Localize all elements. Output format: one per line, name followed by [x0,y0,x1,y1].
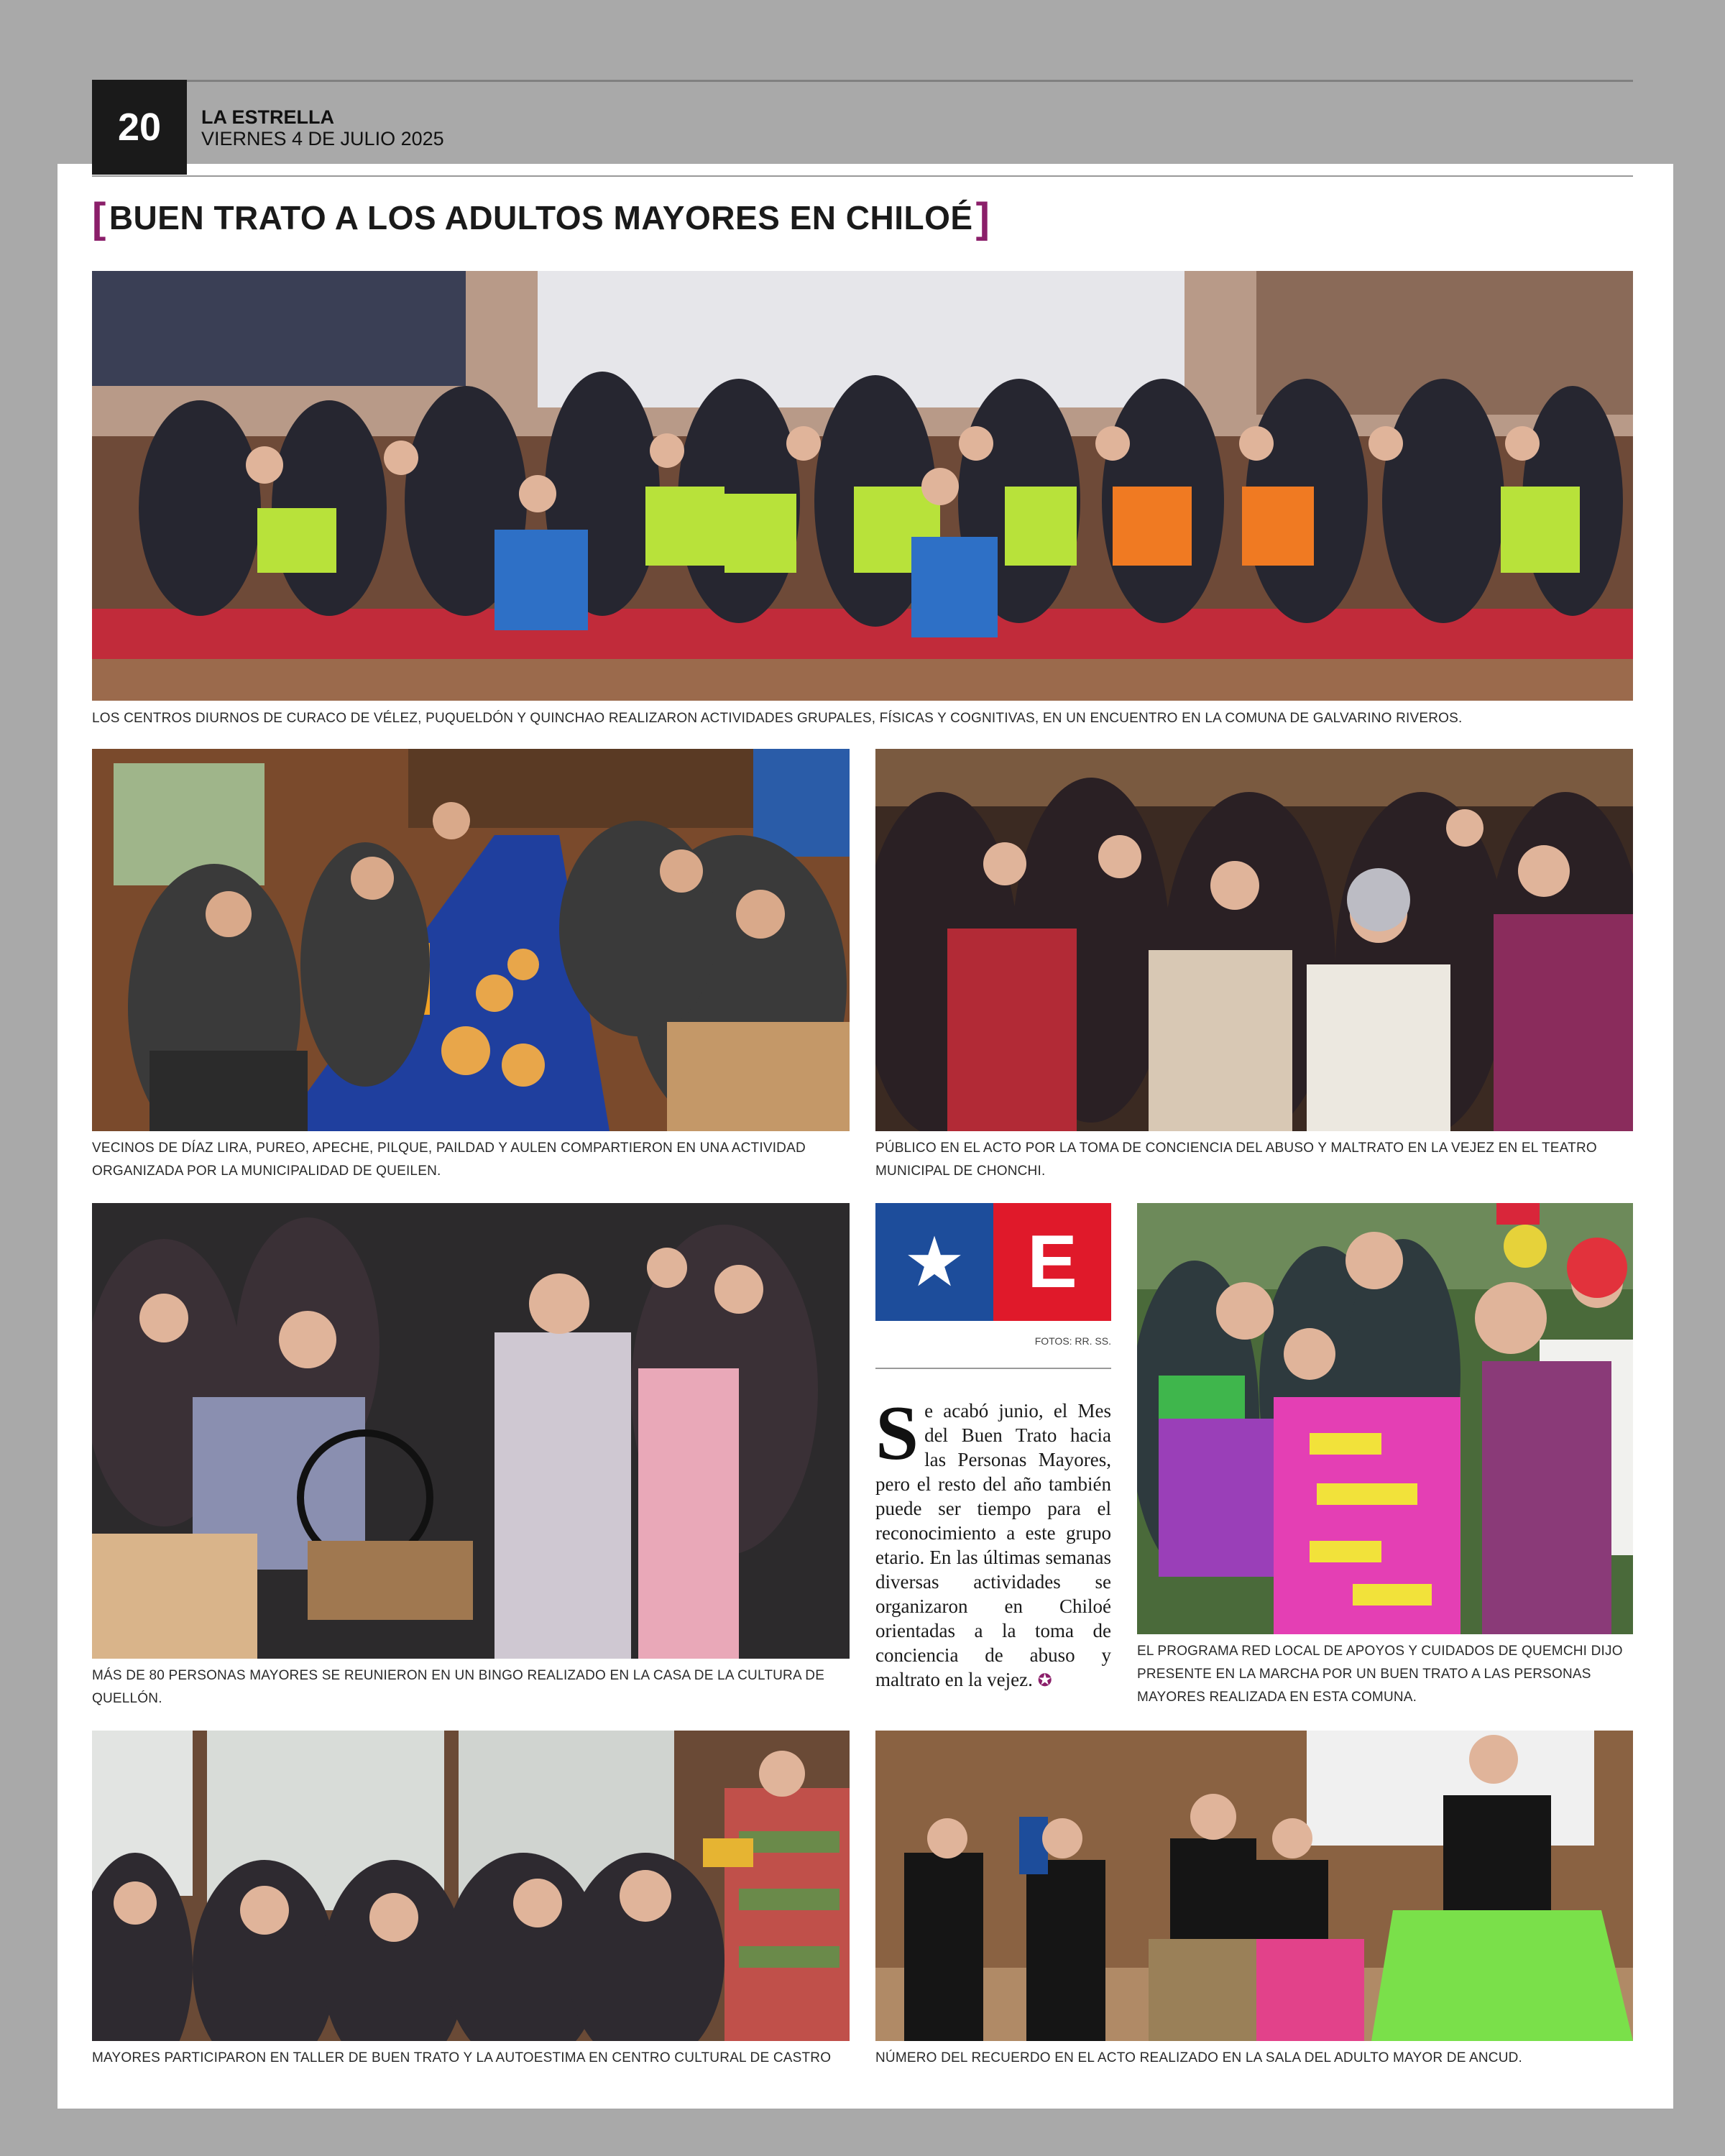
photo-group-gym [92,271,1633,701]
photo-bingo [92,1203,850,1659]
photo-caption-march: EL PROGRAMA RED LOCAL DE APOYOS Y CUIDADOS DE QUEMCHI DIJO PRESENTE EN LA MARCHA POR UN BUEN TRATO A LAS PERSONAS MAYORES REALIZADA EN ESTA COMUNA. [1137,1644,1623,1705]
photo-caption-shared-meal: VECINOS DE DÍAZ LIRA, PUREO, APECHE, PILQUE, PAILDAD Y AULEN COMPARTIERON EN UNA ACTIVIDAD ORGANIZADA POR LA MUNICIPALIDAD DE QUEILEN. [92,1141,806,1179]
photo-caption-dance: NÚMERO DEL RECUERDO EN EL ACTO REALIZADO EN LA SALA DEL ADULTO MAYOR DE ANCUD. [875,2050,1523,2065]
publication-name: LA ESTRELLA [201,106,334,128]
header-rule [92,175,1633,177]
photo-caption-group-gym: LOS CENTROS DIURNOS DE CURACO DE VÉLEZ, PUQUELDÓN Y QUINCHAO REALIZARON ACTIVIDADES GRUPALES, FÍSICAS Y COGNITIVAS, EN UN ENCUENTRO EN LA COMUNA DE GALVARINO RIVEROS. [92,711,1463,726]
article-text: e acabó junio, el Mes del Buen Trato hacia las Personas Mayores, pero el resto del año también puede ser tiempo para el reconocimiento a este grupo etario. En las últimas semanas diversas actividades se organizaron en Chiloé orientadas a la toma de conciencia de abuso y maltrato en la vejez. [875,1400,1111,1690]
article-body [875,1391,1111,1693]
photo-workshop [92,1731,850,2041]
estrella-logo [875,1203,1111,1321]
photo-theater-audience [875,749,1633,1131]
photo-shared-meal [92,749,850,1131]
photo-caption-workshop: MAYORES PARTICIPARON EN TALLER DE BUEN TRATO Y LA AUTOESTIMA EN CENTRO CULTURAL DE CASTRO [92,2050,832,2065]
end-mark-icon: ✪ [1037,1672,1052,1690]
photo-credit: FOTOS: RR. SS. [1034,1335,1111,1347]
article-dropcap: S [875,1391,919,1476]
publication-date: VIERNES 4 DE JULIO 2025 [201,128,444,149]
photo-march [1137,1203,1633,1634]
star-icon: ★ [875,1203,993,1321]
photo-dance [875,1731,1633,2041]
photo-caption-bingo: MÁS DE 80 PERSONAS MAYORES SE REUNIERON EN UN BINGO REALIZADO EN LA CASA DE LA CULTURA DE QUELLÓN. [92,1668,825,1706]
photo-caption-theater-audience: PÚBLICO EN EL ACTO POR LA TOMA DE CONCIENCIA DEL ABUSO Y MALTRATO EN LA VEJEZ EN EL TEATRO MUNICIPAL DE CHONCHI. [875,1141,1597,1179]
headline-open-bracket: [ [92,194,106,241]
page-number: 20 [92,80,187,175]
body-rule [875,1368,1111,1369]
top-rule [92,80,1633,82]
page-headline [92,194,990,241]
logo-letter: E [993,1203,1111,1321]
headline-title: BUEN TRATO A LOS ADULTOS MAYORES EN CHILOÉ [109,199,973,236]
headline-close-bracket: ] [975,194,990,241]
